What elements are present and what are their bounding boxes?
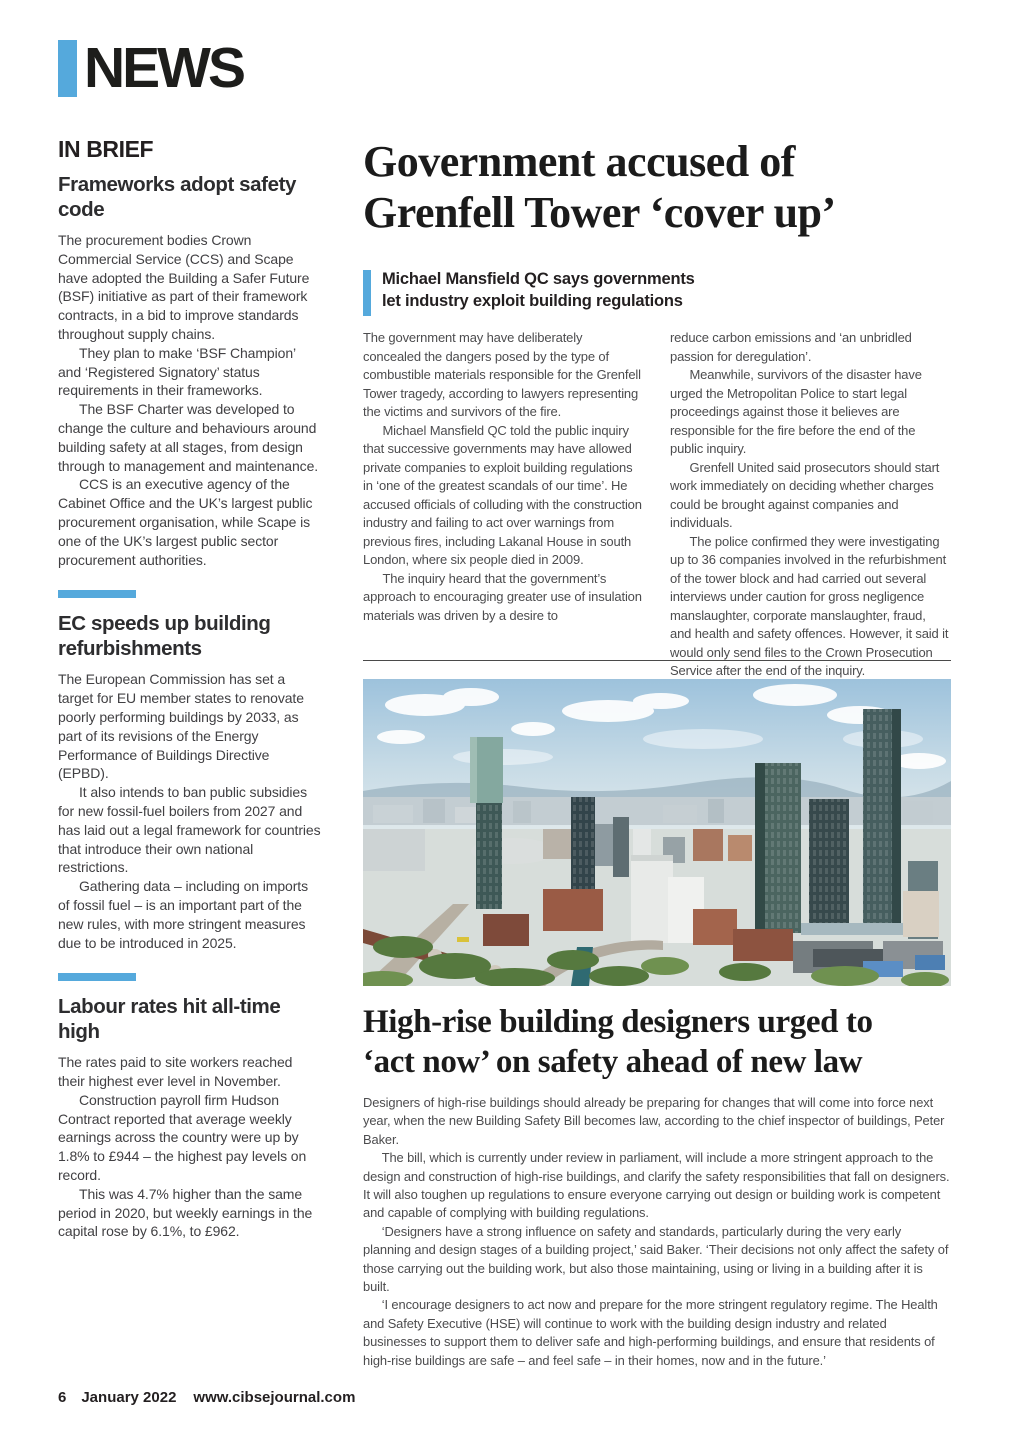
paragraph: It also intends to ban public subsidies for new fossil-fuel boilers from 2027 and has laid out a legal framework for countries that introduce their own national restrictions.	[58, 784, 321, 876]
paragraph: The rates paid to site workers reached their highest ever level in November.	[58, 1054, 293, 1090]
brief-heading: EC speeds up building refurbishments	[58, 612, 271, 661]
paragraph: Designers of high-rise buildings should already be preparing for changes that will come into force next year, when the new Building Safety Bill becomes law, according to the chief inspector of buildings, Peter Baker.	[363, 1095, 945, 1147]
standfirst-text	[382, 268, 695, 316]
article-divider-rule	[363, 660, 951, 661]
paragraph: The European Commission has set a target for EU member states to renovate poorly performing buildings by 2033, as part of its revisions of the Energy Performance of Buildings Directive (EPBD).	[58, 671, 304, 782]
issue-date: January 2022	[81, 1389, 177, 1406]
section-divider-bar	[58, 590, 136, 598]
paragraph: This was 4.7% higher than the same period in 2020, but weekly earnings in the capital rose by 6.1%, to £962.	[58, 1185, 313, 1240]
brief-heading: Labour rates hit all-time high	[58, 995, 281, 1044]
brief-article-ec-refurbishments	[58, 590, 321, 952]
paragraph: reduce carbon emissions and ‘an unbridled passion for deregulation’.	[670, 330, 912, 364]
in-brief-sidebar	[58, 136, 321, 1241]
paragraph: The procurement bodies Crown Commercial Service (CCS) and Scape have adopted the Building a Safer Future (BSF) initiative as part of their framework contracts, in a bid to improve standards throughout supply chains.	[58, 232, 310, 342]
main-headline-line1: Government accused of	[363, 137, 795, 186]
main-headline	[363, 136, 951, 238]
page-number: 6	[58, 1389, 67, 1406]
standfirst	[363, 268, 695, 316]
second-headline	[363, 1002, 951, 1082]
main-headline-line2: Grenfell Tower ‘cover up’	[363, 188, 836, 237]
second-article-body	[363, 1094, 951, 1370]
paragraph: The government may have deliberately concealed the dangers posed by the type of combustible materials responsible for the Grenfell Tower tragedy, according to lawyers representing the victims and survivors of the fire.	[363, 330, 641, 419]
paragraph: Grenfell United said prosecutors should start work immediately on deciding whether charges could be brought against companies and individuals.	[670, 459, 940, 530]
paragraph: Gathering data – including on imports of fossil fuel – is an important part of the new rules, with more stringent measures due to be introduced in 2025.	[58, 878, 308, 951]
city-skyline-photo	[363, 679, 951, 986]
brief-article-labour-rates	[58, 973, 321, 1241]
brief-body	[58, 1053, 321, 1241]
paragraph: The police confirmed they were investigating up to 36 companies involved in the refurbishment of the tower block and had carried out several interviews under caution for gross negligence manslaughter, corporate manslaughter, fraud, and health and safety offences. However, it said it would only send files to the Crown Prosecution Service after the end of the inquiry.	[670, 533, 949, 678]
article-column-1	[363, 329, 643, 681]
brief-body	[58, 231, 321, 569]
paragraph: ‘I encourage designers to act now and prepare for the more stringent regulatory regime. The Health and Safety Executive (HSE) will continue to work with the building design industry and related businesses to support them to deliver safe and high-performing buildings, and ensure that residents of high-rise buildings are safe – and feel safe – in their homes, now and in the future.’	[363, 1297, 938, 1368]
paragraph: The inquiry heard that the government’s approach to encouraging greater use of insulation materials was driven by a desire to	[363, 570, 642, 623]
section-header	[58, 36, 243, 100]
skyline-illustration	[363, 679, 951, 986]
second-headline-line1: High-rise building designers urged to	[363, 1004, 873, 1040]
journal-website: www.cibsejournal.com	[193, 1389, 356, 1406]
main-content	[363, 136, 951, 1416]
paragraph: The BSF Charter was developed to change the culture and behaviours around building safety at all stages, from design through to management and maintenance.	[58, 401, 319, 474]
paragraph: Construction payroll firm Hudson Contract reported that average weekly earnings across the country were up by 1.8% to £944 – the highest pay levels on record.	[58, 1091, 307, 1184]
section-divider-bar	[58, 973, 136, 981]
accent-bar-icon	[58, 40, 77, 97]
section-title: NEWS	[84, 36, 243, 100]
page-footer	[58, 1389, 355, 1406]
brief-body	[58, 670, 321, 952]
brief-heading: Frameworks adopt safety code	[58, 173, 297, 221]
paragraph: ‘Designers have a strong influence on safety and standards, particularly during the very early planning and design stages of a building project,’ said Baker. ‘Their decisions not only affect the safety of those carrying out the building work, but also those maintaining, using or living in a building after it is built.	[363, 1223, 949, 1295]
sidebar-title: IN BRIEF	[58, 136, 154, 162]
paragraph: They plan to make ‘BSF Champion’ and ‘Registered Signatory’ status requirements in their frameworks.	[58, 344, 296, 399]
article-column-2	[670, 329, 950, 681]
paragraph: CCS is an executive agency of the Cabinet Office and the UK’s largest public procurement organisation, while Scape is one of the UK’s largest public sector procurement authorities.	[58, 476, 313, 568]
standfirst-line2: let industry exploit building regulations	[382, 292, 683, 310]
paragraph: Michael Mansfield QC told the public inquiry that successive governments may have allowed private companies to exploit building regulations in ‘one of the greatest scandals of our time’. He accused officials of colluding with the construction industry and failing to act over warnings from previous fires, including Lakanal House in south London, where six people died in 2009.	[363, 422, 642, 567]
accent-bar-icon	[363, 270, 371, 316]
paragraph: Meanwhile, survivors of the disaster have urged the Metropolitan Police to start legal proceedings against those it believes are responsible for the fire before the end of the public inquiry.	[670, 367, 922, 456]
article-columns	[363, 329, 951, 681]
paragraph: The bill, which is currently under review in parliament, will include a more stringent approach to the design and construction of high-rise buildings, and clarify the safety responsibilities that fall on designers. It will also toughen up regulations to ensure everyone carrying out design or building work is competent and capable of complying with building regulations.	[363, 1150, 950, 1221]
second-headline-line2: ‘act now’ on safety ahead of new law	[363, 1044, 863, 1080]
standfirst-line1: Michael Mansfield QC says governments	[382, 270, 695, 288]
brief-article-frameworks	[58, 172, 321, 569]
